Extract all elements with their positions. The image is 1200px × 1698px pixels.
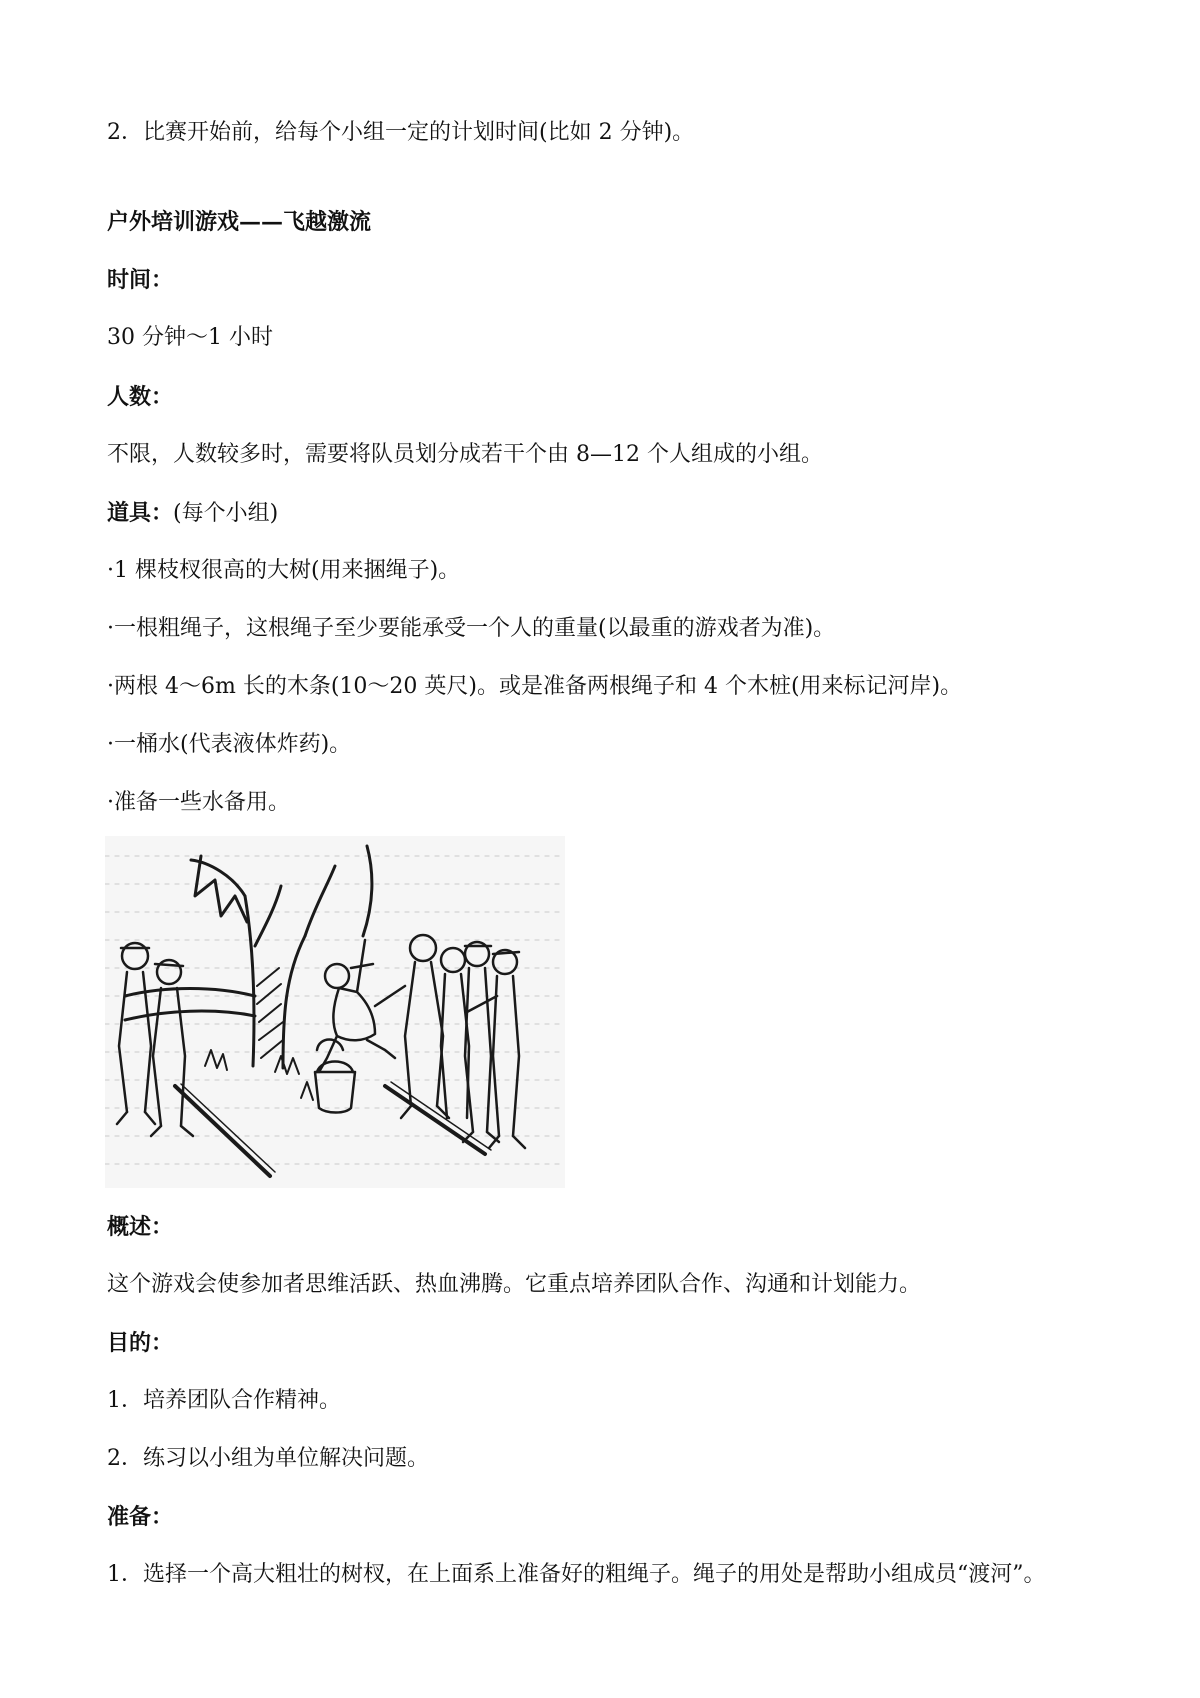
time-value: 30 分钟～1 小时	[107, 325, 273, 350]
purpose-label: 目的：	[107, 1330, 174, 1356]
section-title: 户外培训游戏——飞越激流	[107, 209, 372, 235]
people-label: 人数：	[107, 384, 174, 410]
props-item: ·两根 4～6m 长的木条(10～20 英尺)。或是准备两根绳子和 4 个木桩(用来标记河岸)。	[107, 674, 963, 699]
props-heading	[107, 498, 278, 529]
people-right	[375, 935, 525, 1148]
rope	[363, 846, 372, 936]
overview-value: 这个游戏会使参加者思维活跃、热血沸腾。它重点培养团队合作、沟通和计划能力。	[107, 1272, 922, 1297]
plank-left	[175, 1086, 270, 1176]
purpose-item: 2．练习以小组为单位解决问题。	[107, 1446, 429, 1471]
people-left	[117, 943, 193, 1136]
purpose-item: 1．培养团队合作精神。	[107, 1388, 341, 1413]
overview-label: 概述：	[107, 1214, 174, 1240]
props-item: ·1 棵枝杈很高的大树(用来捆绳子)。	[107, 558, 461, 583]
props-note: (每个小组)	[173, 501, 279, 526]
grass	[205, 1050, 313, 1100]
illustration	[105, 836, 565, 1188]
tree-rope-swing-icon	[105, 836, 565, 1188]
prep-item: 1．选择一个高大粗壮的树杈，在上面系上准备好的粗绳子。绳子的用处是帮助小组成员“渡河”。	[107, 1562, 1046, 1587]
plank-right-edge	[391, 1082, 491, 1150]
props-item: ·准备一些水备用。	[107, 790, 290, 815]
props-label: 道具：	[107, 500, 174, 526]
plank-left-edge	[181, 1084, 275, 1172]
people-value: 不限，人数较多时，需要将队员划分成若干个由 8—12 个人组成的小组。	[107, 442, 823, 467]
swinging-person	[315, 940, 395, 1113]
props-item: ·一根粗绳子，这根绳子至少要能承受一个人的重量(以最重的游戏者为准)。	[107, 616, 836, 641]
time-label: 时间：	[107, 267, 174, 293]
prep-label: 准备：	[107, 1504, 174, 1530]
props-item: ·一桶水(代表液体炸药)。	[107, 732, 352, 757]
intro-step: 2．比赛开始前，给每个小组一定的计划时间(比如 2 分钟)。	[107, 120, 695, 145]
